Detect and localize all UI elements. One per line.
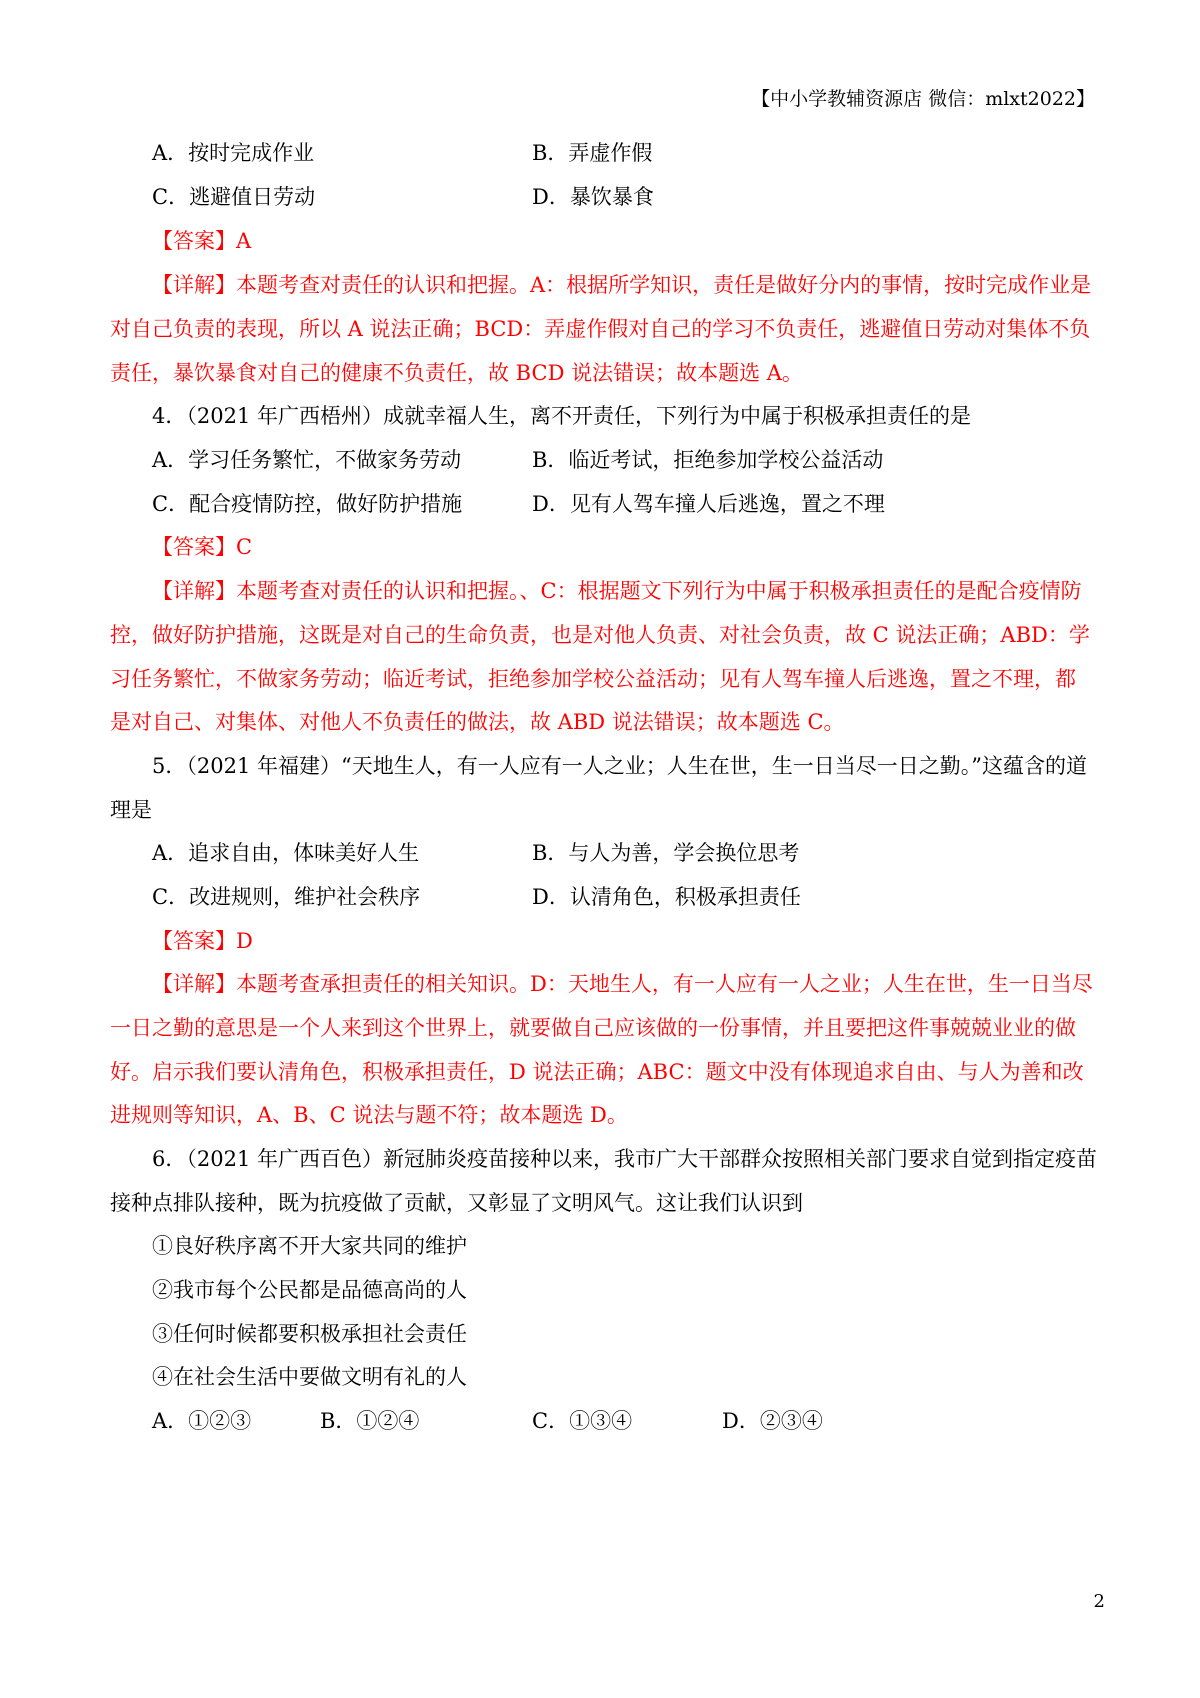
q5-detail-line-3: 好。启示我们要认清角色，积极承担责任，D 说法正确；ABC：题文中没有体现追求自由、与人为善和改 (110, 1060, 1084, 1084)
q5-answer: 【答案】D (152, 929, 253, 953)
q5-option-d: D．认清角色，积极承担责任 (532, 885, 801, 909)
q6-statement-1: ①良好秩序离不开大家共同的维护 (152, 1234, 467, 1258)
q4-option-d: D．见有人驾车撞人后逃逸，置之不理 (532, 492, 885, 516)
q3-detail-line-1: 【详解】本题考查对责任的认识和把握。A：根据所学知识，责任是做好分内的事情，按时完成作业是 (152, 273, 1092, 297)
q4-options-row-1 (152, 445, 1142, 475)
q4-detail-line-4: 是对自己、对集体、对他人不负责任的做法，故 ABD 说法错误；故本题选 C。 (110, 710, 845, 734)
q6-option-c: C．①③④ (532, 1409, 633, 1433)
q4-detail-line-1: 【详解】本题考查对责任的认识和把握。、C：根据题文下列行为中属于积极承担责任的是配合疫情防 (152, 579, 1082, 603)
q3-answer: 【答案】A (152, 229, 252, 253)
q5-option-b: B．与人为善，学会换位思考 (532, 841, 800, 865)
q5-detail-line-2: 一日之勤的意思是一个人来到这个世界上，就要做自己应该做的一份事情，并且要把这件事兢兢业业的做 (110, 1016, 1076, 1040)
q3-option-a: A．按时完成作业 (152, 141, 315, 165)
q5-option-c: C．改进规则，维护社会秩序 (152, 885, 421, 909)
q3-option-c: C．逃避值日劳动 (152, 185, 316, 209)
q3-option-d: D．暴饮暴食 (532, 185, 654, 209)
q4-detail-line-2: 控，做好防护措施，这既是对自己的生命负责，也是对他人负责、对社会负责，故 C 说法正确；ABD：学 (110, 623, 1090, 647)
q6-statement-2: ②我市每个公民都是品德高尚的人 (152, 1278, 467, 1302)
q3-options-row-1 (152, 138, 1142, 168)
page-header: 【中小学教辅资源店 微信：mlxt2022】 (751, 88, 1095, 110)
q5-detail-line-1: 【详解】本题考查承担责任的相关知识。D：天地生人，有一人应有一人之业；人生在世，生一日当尽 (152, 972, 1093, 996)
q5-detail-line-4: 进规则等知识，A、B、C 说法与题不符；故本题选 D。 (110, 1103, 628, 1127)
q4-options-row-2 (152, 489, 1142, 519)
q6-options-row (152, 1406, 1142, 1436)
q5-options-row-1 (152, 838, 1142, 868)
q6-option-b: B．①②④ (320, 1409, 420, 1433)
q3-option-b: B．弄虚作假 (532, 141, 653, 165)
q5-stem-line-1: 5．（2021 年福建）“天地生人，有一人应有一人之业；人生在世，生一日当尽一日之勤。”这蕴含的道 (152, 754, 1087, 778)
q4-option-c: C．配合疫情防控，做好防护措施 (152, 492, 463, 516)
q4-option-b: B．临近考试，拒绝参加学校公益活动 (532, 448, 884, 472)
q4-detail-line-3: 习任务繁忙，不做家务劳动；临近考试，拒绝参加学校公益活动；见有人驾车撞人后逃逸，置之不理，都 (110, 667, 1076, 691)
q4-option-a: A．学习任务繁忙，不做家务劳动 (152, 448, 462, 472)
q3-detail-line-3: 责任，暴饮暴食对自己的健康不负责任，故 BCD 说法错误；故本题选 A。 (110, 361, 803, 385)
q6-option-d: D．②③④ (722, 1409, 823, 1433)
page-number: 2 (1093, 1591, 1105, 1612)
q6-statement-3: ③任何时候都要积极承担社会责任 (152, 1322, 467, 1346)
q4-stem: 4．（2021 年广西梧州）成就幸福人生，离不开责任，下列行为中属于积极承担责任的是 (152, 404, 971, 428)
q6-stem-line-2: 接种点排队接种，既为抗疫做了贡献，又彰显了文明风气。这让我们认识到 (110, 1191, 803, 1215)
q6-stem-line-1: 6．（2021 年广西百色）新冠肺炎疫苗接种以来，我市广大干部群众按照相关部门要求自觉到指定疫苗 (152, 1147, 1097, 1171)
q6-option-a: A．①②③ (152, 1409, 252, 1433)
q5-option-a: A．追求自由，体味美好人生 (152, 841, 420, 865)
q5-stem-line-2: 理是 (110, 798, 152, 822)
q4-answer: 【答案】C (152, 535, 253, 559)
q6-statement-4: ④在社会生活中要做文明有礼的人 (152, 1365, 467, 1389)
q3-options-row-2 (152, 182, 1142, 212)
q5-options-row-2 (152, 882, 1142, 912)
q3-detail-line-2: 对自己负责的表现，所以 A 说法正确；BCD：弄虚作假对自己的学习不负责任，逃避值日劳动对集体不负 (110, 317, 1091, 341)
